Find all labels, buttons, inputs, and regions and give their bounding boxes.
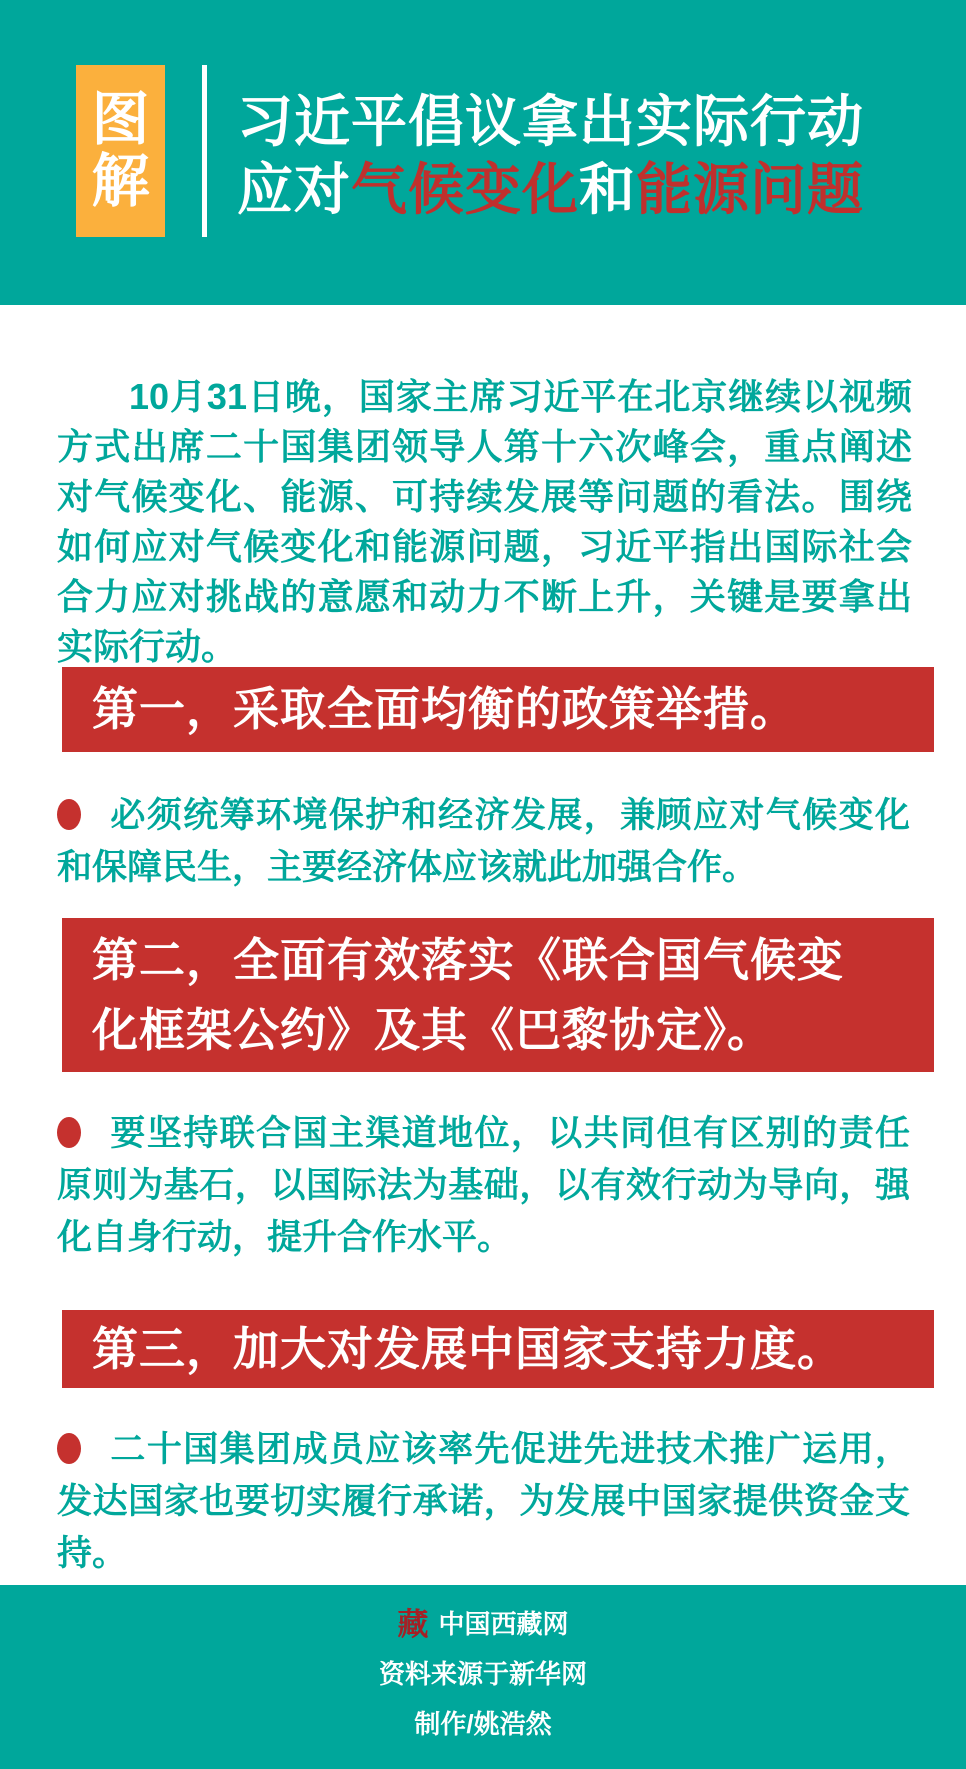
tujie-badge (76, 65, 165, 237)
badge-char-1: 图 (91, 87, 150, 152)
section-3-heading: 第三，加大对发展中国家支持力度。 (92, 1323, 844, 1375)
section-3-heading-banner (62, 1310, 934, 1388)
poster-title (237, 88, 937, 224)
section-1-bullet (57, 790, 910, 894)
title-seg-he: 和 (579, 158, 636, 221)
china-tibet-net-logo-icon: 藏 (397, 1607, 429, 1643)
title-seg-yingdui: 应对 (237, 158, 351, 221)
title-line-2 (237, 156, 937, 224)
intro-paragraph: 10月31日晚，国家主席习近平在北京继续以视频方式出席二十国集团领导人第十六次峰会，重点阐述对气候变化、能源、可持续发展等问题的看法。围绕如何应对气候变化和能源问题，习近平指出国际社会合力应对挑战的意愿和动力不断上升，关键是要拿出实际行动。 (57, 376, 912, 667)
footer-band (0, 1585, 966, 1769)
header-band (0, 0, 966, 305)
section-1-heading: 第一，采取全面均衡的政策举措。 (92, 683, 797, 735)
credit-line: 制作/姚浩然 (414, 1709, 552, 1740)
bullet-dot-icon (57, 1117, 81, 1148)
footer-brand (397, 1607, 569, 1643)
section-2-heading: 第二，全面有效落实《联合国气候变化框架公约》及其《巴黎协定》。 (92, 934, 844, 1056)
section-2-bullet (57, 1108, 910, 1264)
section-1-heading-banner (62, 667, 934, 752)
title-line-1: 习近平倡议拿出实际行动 (237, 90, 864, 153)
section-3-bullet-text: 二十国集团成员应该率先促进先进技术推广运用，发达国家也要切实履行承诺，为发展中国家提供资金支持。 (57, 1430, 910, 1573)
bullet-dot-icon (57, 799, 81, 830)
section-2-heading-banner (62, 918, 934, 1072)
source-line: 资料来源于新华网 (378, 1659, 587, 1690)
bullet-dot-icon (57, 1433, 81, 1464)
title-seg-nengyuanwenti: 能源问题 (636, 158, 864, 221)
section-2-bullet-text: 要坚持联合国主渠道地位，以共同但有区别的责任原则为基石，以国际法为基础，以有效行动为导向，强化自身行动，提升合作水平。 (57, 1114, 910, 1257)
badge-char-2: 解 (91, 149, 150, 214)
vertical-divider (202, 65, 207, 237)
section-1-bullet-text: 必须统筹环境保护和经济发展，兼顾应对气候变化和保障民生，主要经济体应该就此加强合作。 (57, 796, 910, 887)
section-3-bullet (57, 1424, 910, 1580)
title-seg-qihoubianhua: 气候变化 (351, 158, 579, 221)
site-name: 中国西藏网 (438, 1609, 569, 1639)
